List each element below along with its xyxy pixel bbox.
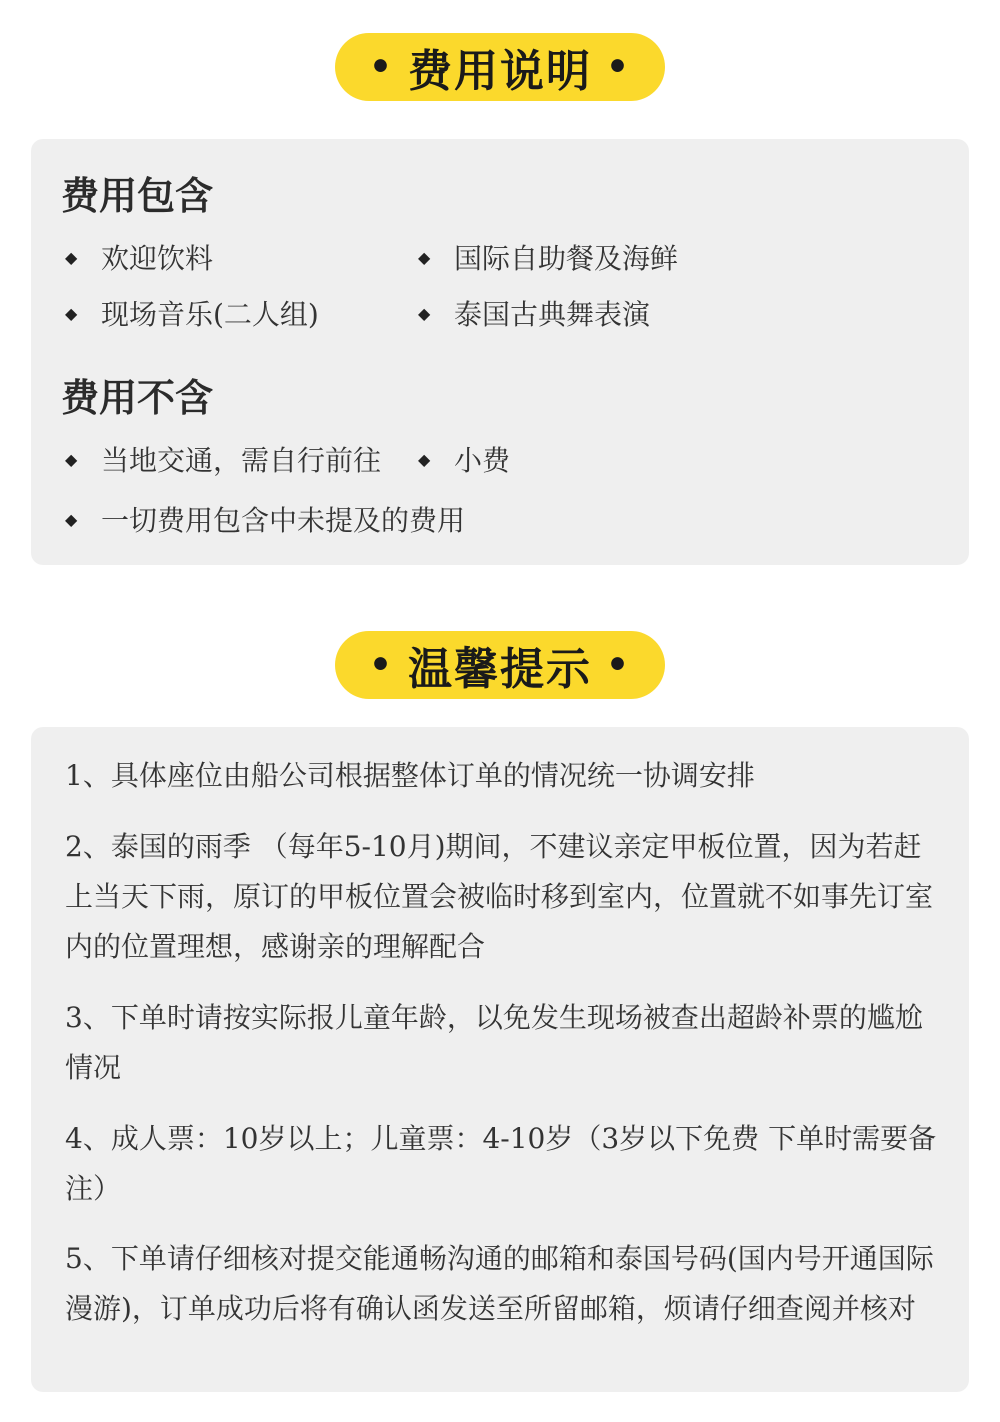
tips-section-title: 温馨提示 [408,644,592,695]
tip-item: 1、具体座位由船公司根据整体订单的情况统一协调安排 [65,759,755,792]
list-item [418,293,650,333]
list-item [65,237,213,277]
included-item-label: 泰国古典舞表演 [454,298,651,331]
header-dot-right: • [606,644,632,686]
diamond-bullet-icon: ◆ [418,247,431,267]
fee-section-header [335,33,665,101]
fee-section-title: 费用说明 [408,46,592,97]
tip-item: 3、下单时请按实际报儿童年龄，以免发生现场被查出超龄补票的尴尬情况 [65,1001,923,1084]
list-item [65,439,381,479]
tip-item: 4、成人票：10岁以上；儿童票：4-10岁（3岁以下免费 下单时需要备注） [65,1122,937,1205]
excluded-item-label: 当地交通，需自行前往 [101,444,382,477]
list-item [418,439,510,479]
header-dot-left: • [368,46,394,88]
diamond-bullet-icon: ◆ [65,449,78,469]
list-item [418,237,678,277]
included-title: 费用包含 [61,173,214,218]
tip-item: 5、下单请仔细核对提交能通畅沟通的邮箱和泰国号码(国内号开通国际漫游)，订单成功后将有确认函发送至所留邮箱，烦请仔细查阅并核对 [65,1242,934,1325]
excluded-title: 费用不含 [61,375,214,420]
header-dot-right: • [606,46,632,88]
included-item-label: 国际自助餐及海鲜 [454,242,679,275]
diamond-bullet-icon: ◆ [65,303,78,323]
included-item-label: 现场音乐(二人组) [101,298,319,331]
excluded-item-label: 小费 [454,444,511,477]
diamond-bullet-icon: ◆ [65,247,78,267]
header-dot-left: • [368,644,394,686]
list-item [65,499,465,539]
excluded-item-label: 一切费用包含中未提及的费用 [101,504,466,537]
tip-item: 2、泰国的雨季 （每年5-10月)期间，不建议亲定甲板位置，因为若赶上当天下雨，原订的甲板位置会被临时移到室内，位置就不如事先订室内的位置理想，感谢亲的理解配合 [65,830,934,963]
diamond-bullet-icon: ◆ [65,509,78,529]
diamond-bullet-icon: ◆ [418,449,431,469]
fee-card [31,139,969,565]
included-item-label: 欢迎饮料 [101,242,214,275]
tips-section-header [335,631,665,699]
diamond-bullet-icon: ◆ [418,303,431,323]
tips-card [31,727,969,1392]
list-item [65,293,319,333]
